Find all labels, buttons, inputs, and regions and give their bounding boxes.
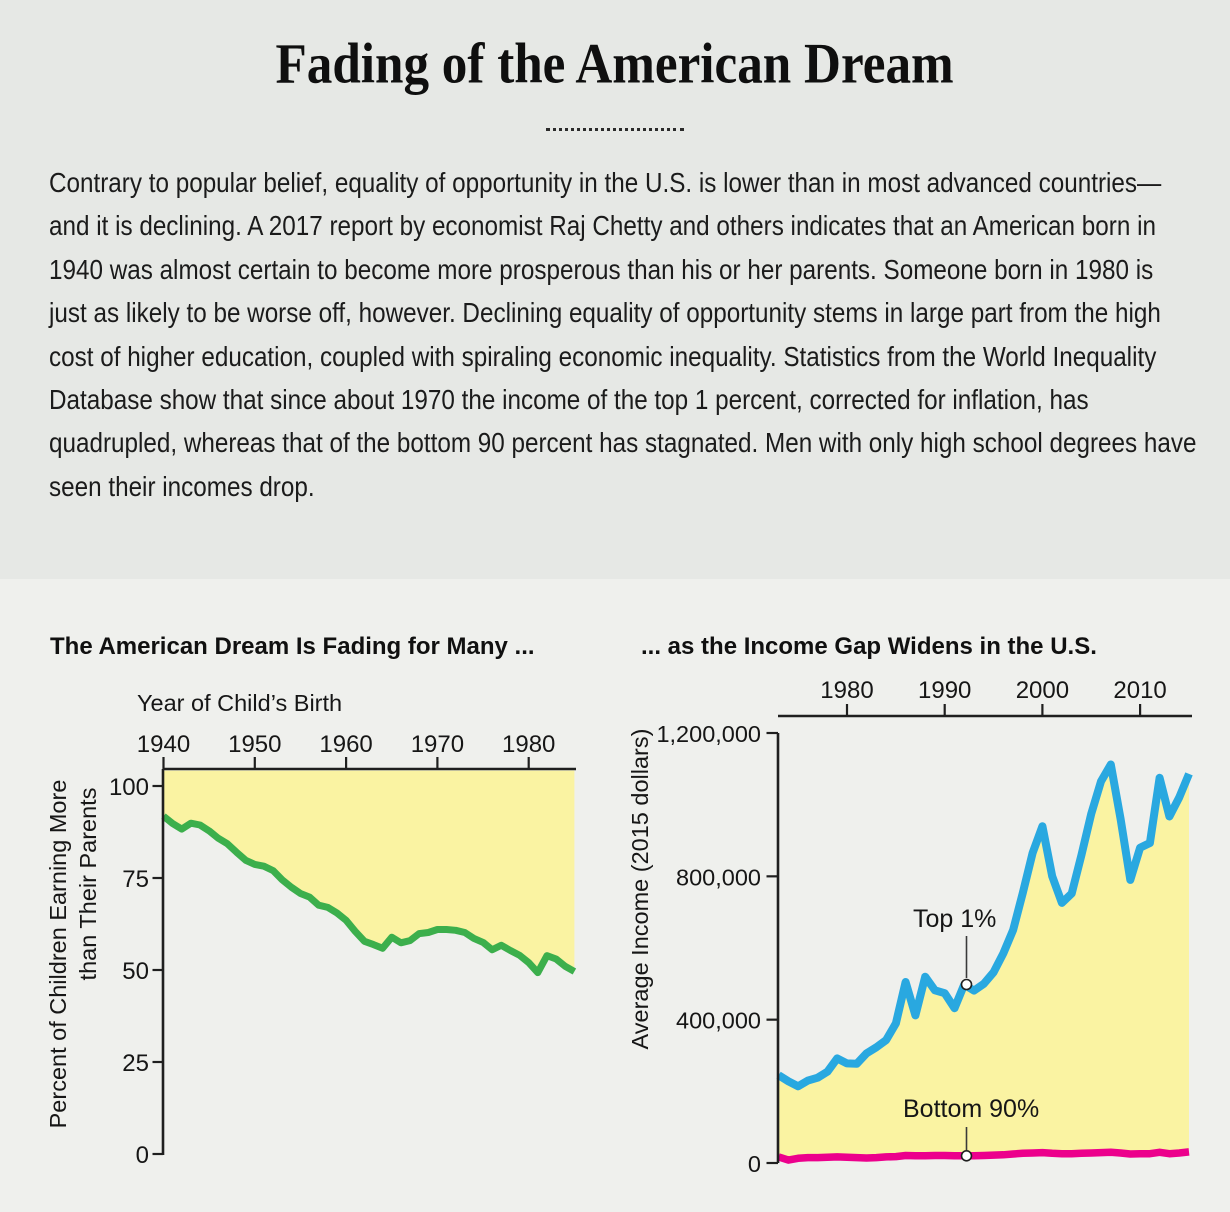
y-tick-label: 25	[122, 1050, 149, 1077]
right-chart-title: ... as the Income Gap Widens in the U.S.	[641, 633, 1097, 660]
x-tick-label: 2010	[1113, 677, 1167, 704]
income-y-axis-title: Average Income (2015 dollars)	[627, 728, 653, 1050]
x-tick-label: 1980	[820, 677, 874, 704]
x-tick-label: 1970	[410, 731, 465, 758]
left-chart-title: The American Dream Is Fading for Many ...	[50, 633, 535, 660]
y-tick-label: 50	[122, 958, 149, 985]
x-tick-label: 1980	[502, 731, 556, 758]
y-tick-label: 0	[747, 1151, 761, 1177]
top1-annotation-label: Top 1%	[913, 905, 997, 933]
x-tick-label: 1950	[228, 731, 282, 758]
x-tick-label: 1990	[918, 677, 972, 704]
y-tick-label: 800,000	[676, 864, 761, 891]
dotted-divider	[546, 128, 684, 131]
income-gap-chart	[610, 660, 1230, 1212]
y-tick-label: 1,200,000	[656, 721, 761, 748]
page-title-text: Fading of the American Dream	[275, 31, 955, 96]
x-tick-label: 1960	[319, 731, 373, 758]
mobility-y-axis-title-line2: than Their Parents	[75, 787, 101, 981]
bottom90-marker	[962, 1151, 972, 1161]
mobility-x-axis-title: Year of Child’s Birth	[137, 690, 343, 716]
top1-marker	[962, 980, 972, 990]
y-tick-label: 100	[108, 774, 149, 801]
mobility-chart	[0, 660, 610, 1212]
y-tick-label: 0	[135, 1142, 149, 1169]
intro-paragraph: Contrary to popular belief, equality of opportunity in the U.S. is lower than in most advanced countries—and it is declining. A 2017 report by economist Raj Chetty and others indicates that an American born in 1940 was almost certain to become more prosperous than his or her parents. Someone born in 1980 is just as likely to be worse off, however. Declining equality of opportunity stems in large part from the high cost of higher education, coupled with spiraling economic inequality. Statistics from the World Inequality Database show that since about 1970 the income of the top 1 percent, corrected for inflation, has quadrupled, whereas that of the bottom 90 percent has stagnated. Men with only high school degrees have seen their incomes drop.	[49, 167, 1197, 502]
x-tick-label: 1940	[136, 731, 191, 758]
mobility-y-axis-title-line1: Percent of Children Earning More	[45, 779, 71, 1129]
header-section	[0, 0, 1230, 579]
y-tick-label: 400,000	[676, 1007, 761, 1034]
x-tick-label: 2000	[1015, 677, 1070, 704]
page-title	[0, 31, 1230, 96]
bottom90-annotation-label: Bottom 90%	[903, 1095, 1040, 1123]
y-tick-label: 75	[122, 866, 149, 893]
